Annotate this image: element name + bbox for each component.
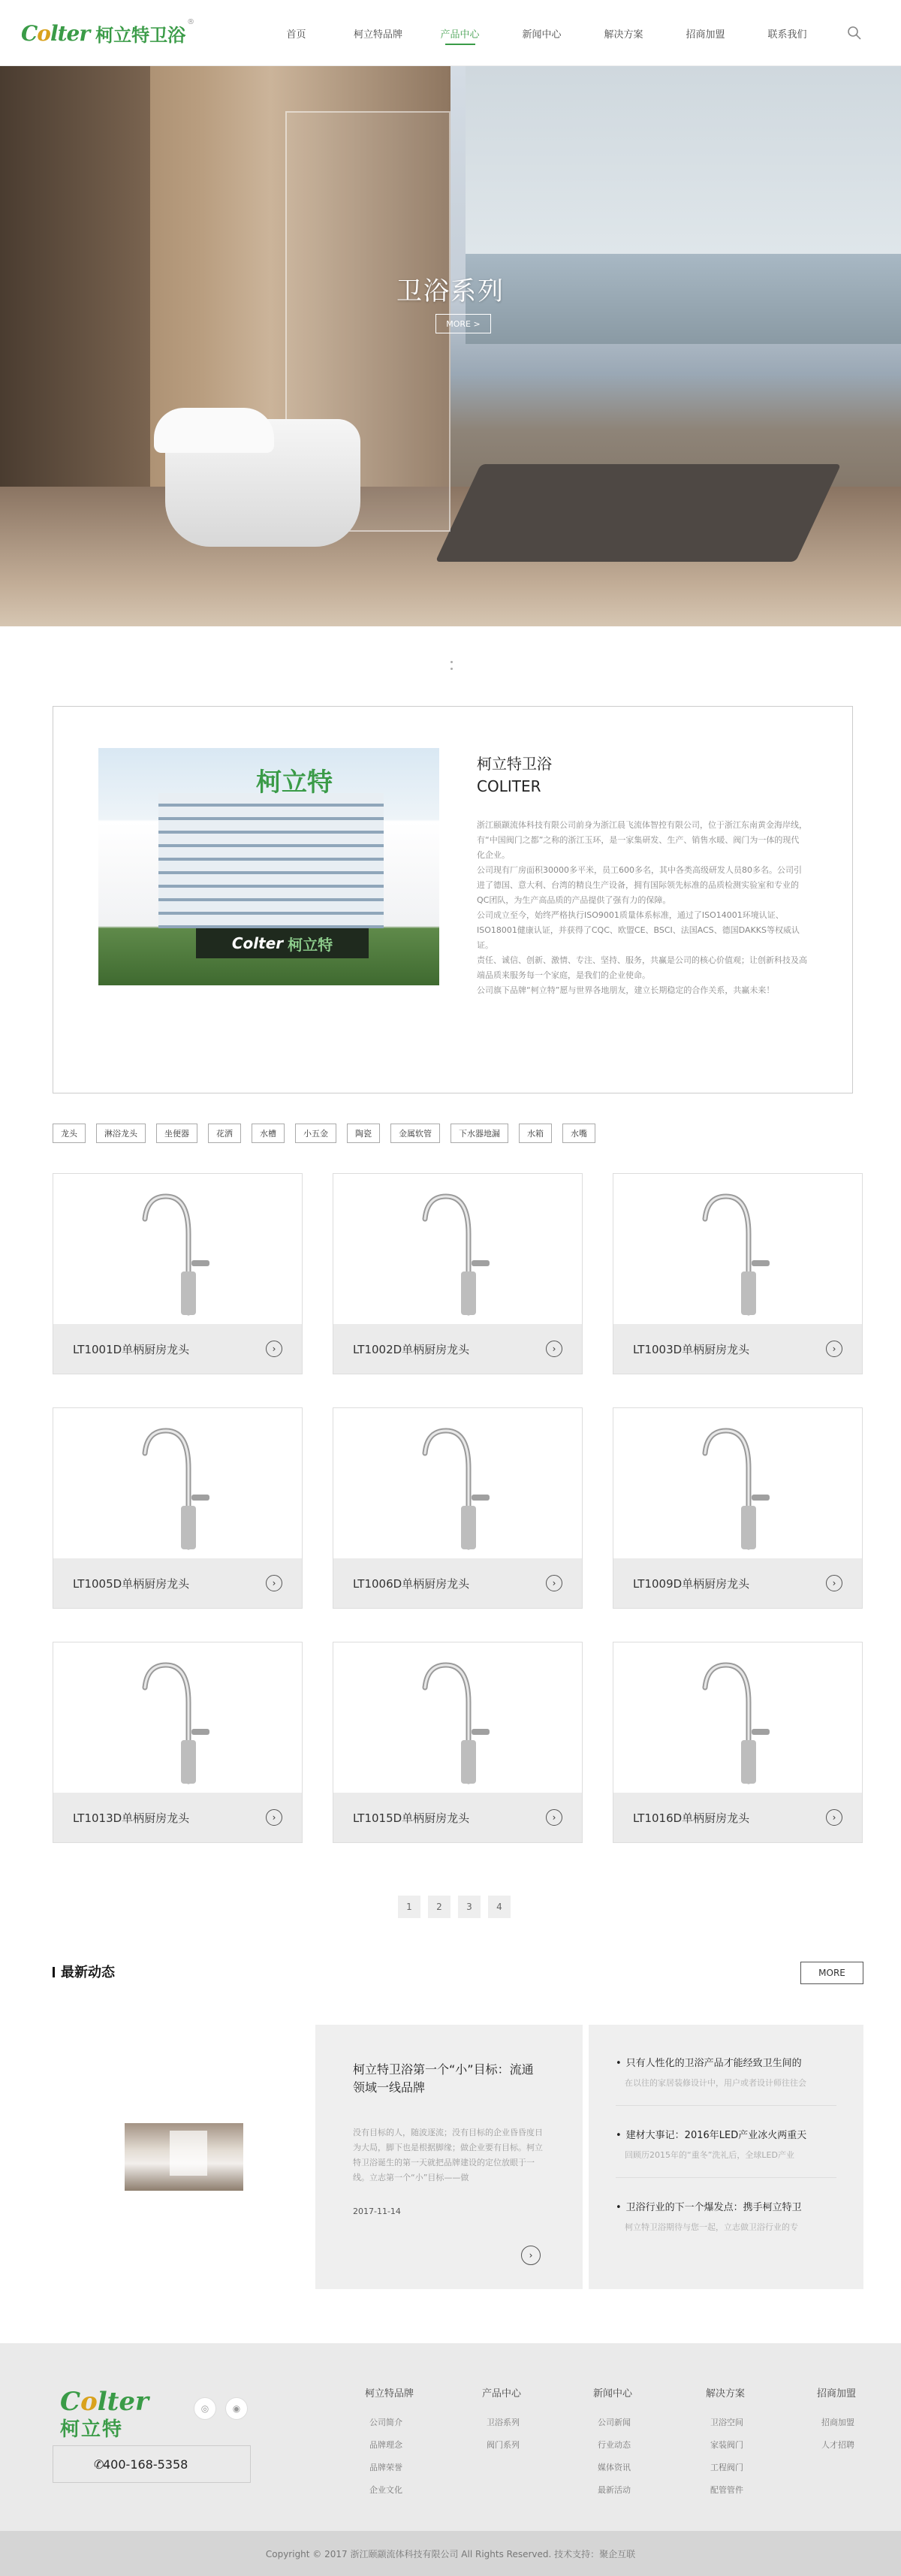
product-image xyxy=(333,1174,582,1324)
news-heading: 最新动态 xyxy=(53,1962,115,1981)
footer-link[interactable]: 工程阀门 xyxy=(710,2463,743,2472)
site-footer xyxy=(0,2343,901,2531)
about-subtitle: COLITER xyxy=(477,777,541,795)
product-caption xyxy=(333,1324,582,1374)
nav-franchise[interactable]: 招商加盟 xyxy=(686,29,725,41)
footer-link[interactable]: 人才招聘 xyxy=(821,2440,854,2450)
logo-text-cn: 柯立特卫浴 xyxy=(95,24,186,46)
footer-link[interactable]: 招商加盟 xyxy=(821,2418,854,2427)
product-name: LT1009D单柄厨房龙头 xyxy=(633,1576,750,1591)
news-list-item[interactable] xyxy=(616,2055,836,2106)
footer-link[interactable]: 行业动态 xyxy=(598,2440,631,2450)
product-card[interactable] xyxy=(333,1407,583,1609)
about-title: 柯立特卫浴 xyxy=(477,755,552,773)
product-caption xyxy=(53,1793,302,1842)
footer-link[interactable]: 卫浴空间 xyxy=(710,2418,743,2427)
product-image xyxy=(53,1174,302,1324)
product-caption xyxy=(613,1558,862,1608)
footer-col-title[interactable]: 解决方案 xyxy=(706,2388,746,2400)
footer-phone xyxy=(53,2445,251,2483)
hero-title: 卫浴系列 xyxy=(396,276,505,306)
main-nav xyxy=(255,0,828,66)
filter-metal-hose[interactable]: 金属软管 xyxy=(390,1124,440,1143)
logo-text-en: Colter xyxy=(21,20,90,46)
scroll-indicator xyxy=(449,661,454,674)
about-paragraph: 公司成立至今，始终严格执行ISO9001质量体系标准，通过了ISO14001环境认证、ISO18001健康认证，并获得了CQC、欧盟CE、BSCI、法国ACS、德国DAKKS等权威认证。 xyxy=(477,910,800,950)
logo-reg-mark: ® xyxy=(187,18,195,26)
product-card[interactable] xyxy=(613,1407,863,1609)
footer-logo-en: Colter xyxy=(60,2387,149,2417)
news-item-desc: 柯立特卫浴期待与您一起，立志做卫浴行业的专 xyxy=(625,2222,798,2232)
chevron-right-circle-icon[interactable]: › xyxy=(266,1575,282,1591)
news-item-desc: 回顾历2015年的“重冬”洗礼后，全球LED产业 xyxy=(625,2150,794,2160)
about-paragraph: 责任、诚信、创新、激情、专注、坚持、服务，共赢是公司的核心价值观；让创新科技及高端品质来服务每一个家庭，是我们的企业使命。 xyxy=(477,955,807,980)
product-name: LT1001D单柄厨房龙头 xyxy=(73,1342,190,1356)
product-image xyxy=(613,1642,862,1793)
footer-col-solutions xyxy=(706,2385,745,2506)
product-image xyxy=(53,1642,302,1793)
product-name: LT1016D单柄厨房龙头 xyxy=(633,1811,750,1825)
footer-col-products xyxy=(482,2385,521,2461)
chevron-right-circle-icon[interactable]: › xyxy=(521,2246,541,2265)
footer-col-title[interactable]: 柯立特品牌 xyxy=(365,2388,414,2400)
footer-col-title[interactable]: 产品中心 xyxy=(482,2388,522,2400)
building xyxy=(158,793,384,928)
phone-icon: ✆ xyxy=(94,2457,104,2472)
product-card[interactable] xyxy=(613,1642,863,1843)
footer-col-news xyxy=(593,2385,632,2506)
filter-ceramics[interactable]: 陶瓷 xyxy=(347,1124,380,1143)
news-list xyxy=(589,2025,863,2289)
product-name: LT1006D单柄厨房龙头 xyxy=(353,1576,470,1591)
chevron-right-circle-icon[interactable]: › xyxy=(826,1809,842,1826)
chevron-right-circle-icon[interactable]: › xyxy=(266,1341,282,1357)
news-feature-title[interactable]: 柯立特卫浴第一个“小”目标：流通领域一线品牌 xyxy=(353,2062,534,2095)
product-image xyxy=(333,1642,582,1793)
site-logo[interactable] xyxy=(21,18,194,48)
filter-hardware[interactable]: 小五金 xyxy=(295,1124,336,1143)
weibo-icon[interactable]: ◉ xyxy=(225,2397,248,2420)
nav-brand[interactable]: 柯立特品牌 xyxy=(353,29,402,41)
footer-link[interactable]: 公司新闻 xyxy=(598,2418,631,2427)
about-paragraph: 公司旗下品牌“柯立特”愿与世界各地朋友，建立长期稳定的合作关系，共赢未来！ xyxy=(477,985,775,995)
news-feature-date: 2017-11-14 xyxy=(353,2206,401,2216)
footer-link[interactable]: 品牌荣誉 xyxy=(369,2463,402,2472)
social-links xyxy=(194,2397,257,2420)
product-name: LT1002D单柄厨房龙头 xyxy=(353,1342,470,1356)
product-image xyxy=(53,1408,302,1558)
nav-home[interactable]: 首页 xyxy=(286,29,306,41)
hero-rug xyxy=(435,464,842,562)
product-name: LT1013D单柄厨房龙头 xyxy=(73,1811,190,1825)
nav-solutions[interactable]: 解决方案 xyxy=(604,29,643,41)
chevron-right-circle-icon[interactable]: › xyxy=(546,1809,562,1826)
footer-link[interactable]: 阀门系列 xyxy=(487,2440,520,2450)
building-board xyxy=(196,928,369,958)
filter-faucet[interactable]: 龙头 xyxy=(53,1124,86,1143)
footer-col-title[interactable]: 新闻中心 xyxy=(593,2388,633,2400)
news-image-panel xyxy=(53,2025,315,2289)
pagination xyxy=(398,1896,518,1918)
filter-toilet[interactable]: 坐便器 xyxy=(156,1124,197,1143)
news-item-desc: 在以往的家居装修设计中，用户或者设计师往往会 xyxy=(625,2078,806,2088)
product-image xyxy=(333,1408,582,1558)
news-item-title[interactable]: • 建材大事记：2016年LED产业冰火两重天 xyxy=(616,2127,836,2141)
footer-link[interactable]: 最新活动 xyxy=(598,2485,631,2495)
copyright: Copyright © 2017 浙江颐颛流体科技有限公司 All Rights Reserved. 技术支持：聚企互联 xyxy=(0,2531,901,2576)
filter-shower-head[interactable]: 花洒 xyxy=(208,1124,241,1143)
product-caption xyxy=(53,1558,302,1608)
product-card[interactable] xyxy=(613,1173,863,1374)
footer-link[interactable]: 公司简介 xyxy=(369,2418,402,2427)
news-list-item[interactable] xyxy=(616,2127,836,2178)
news-item-title[interactable]: • 只有人性化的卫浴产品才能经致卫生间的 xyxy=(616,2055,836,2069)
footer-link[interactable]: 品牌理念 xyxy=(369,2440,402,2450)
product-caption xyxy=(613,1793,862,1842)
footer-link[interactable]: 配管管件 xyxy=(710,2485,743,2495)
product-name: LT1015D单柄厨房龙头 xyxy=(353,1811,470,1825)
product-card[interactable] xyxy=(333,1173,583,1374)
nav-contact[interactable]: 联系我们 xyxy=(767,29,807,41)
footer-col-title[interactable]: 招商加盟 xyxy=(817,2388,857,2400)
product-image xyxy=(613,1408,862,1558)
footer-col-franchise xyxy=(817,2385,856,2461)
nav-news[interactable]: 新闻中心 xyxy=(522,29,562,41)
footer-col-brand xyxy=(365,2385,414,2506)
product-caption xyxy=(333,1558,582,1608)
about-text xyxy=(477,818,807,998)
news-feature-excerpt: 没有目标的人，随波逐流；没有目标的企业昏昏度日为大局，脚下也是根据脚缘；做企业要有目标。柯立特卫浴诞生的第一天就把品牌建设的定位放眼于一线。立志第一个“小”目标——做 xyxy=(353,2128,543,2182)
chevron-right-circle-icon[interactable]: › xyxy=(826,1341,842,1357)
about-section xyxy=(53,706,853,1093)
nav-products[interactable]: 产品中心 xyxy=(419,0,501,66)
product-name: LT1005D单柄厨房龙头 xyxy=(73,1576,190,1591)
chevron-right-circle-icon[interactable]: › xyxy=(546,1575,562,1591)
product-card[interactable] xyxy=(53,1173,303,1374)
phone-number: 400-168-5358 xyxy=(103,2457,188,2472)
footer-link[interactable]: 家装阀门 xyxy=(710,2440,743,2450)
page-link-2[interactable]: 2 xyxy=(428,1896,450,1918)
hero-toilet-lid xyxy=(154,408,274,453)
news-more-button[interactable]: MORE xyxy=(800,1962,863,1984)
chevron-right-circle-icon[interactable]: › xyxy=(826,1575,842,1591)
product-card[interactable] xyxy=(53,1642,303,1843)
footer-link[interactable]: 卫浴系列 xyxy=(487,2418,520,2427)
category-filters xyxy=(53,1124,606,1143)
page-link-1[interactable]: 1 xyxy=(398,1896,420,1918)
news-feature[interactable] xyxy=(315,2025,583,2289)
building-sign: 柯立特 xyxy=(256,768,333,798)
product-caption xyxy=(333,1793,582,1842)
search-icon[interactable] xyxy=(845,24,863,42)
product-caption xyxy=(613,1324,862,1374)
chevron-right-circle-icon[interactable]: › xyxy=(266,1809,282,1826)
hero-banner xyxy=(0,66,901,626)
site-header xyxy=(0,0,901,66)
product-image xyxy=(613,1174,862,1324)
filter-shower-faucet[interactable]: 淋浴龙头 xyxy=(96,1124,146,1143)
about-paragraph: 浙江颐颛流体科技有限公司前身为浙江晨飞流体智控有限公司，位于浙江东南黄金海岸线，有“中国阀门之都”之称的浙江玉环，是一家集研发、生产、销售水暖、阀门为一体的现代化企业。 xyxy=(477,820,807,860)
filter-tank[interactable]: 水箱 xyxy=(519,1124,552,1143)
filter-drain[interactable]: 下水器地漏 xyxy=(450,1124,508,1143)
news-item-title[interactable]: • 卫浴行业的下一个爆发点：携手柯立特卫 xyxy=(616,2199,836,2213)
chevron-right-circle-icon[interactable]: › xyxy=(546,1341,562,1357)
company-building-photo xyxy=(98,748,439,985)
product-card[interactable] xyxy=(53,1407,303,1609)
footer-link[interactable]: 媒体资讯 xyxy=(598,2463,631,2472)
product-name: LT1003D单柄厨房龙头 xyxy=(633,1342,750,1356)
product-caption xyxy=(53,1324,302,1374)
hero-sky xyxy=(466,66,901,254)
product-card[interactable] xyxy=(333,1642,583,1843)
wechat-icon[interactable]: ◎ xyxy=(194,2397,216,2420)
footer-logo[interactable] xyxy=(60,2387,149,2442)
board-text-cn: 柯立特 xyxy=(288,935,333,954)
filter-sink[interactable]: 水槽 xyxy=(252,1124,285,1143)
news-thumbnail[interactable] xyxy=(125,2123,243,2191)
board-text-en: Colter xyxy=(231,934,284,952)
filter-tap[interactable]: 水嘴 xyxy=(562,1124,595,1143)
footer-link[interactable]: 企业文化 xyxy=(369,2485,402,2495)
news-list-item[interactable] xyxy=(616,2199,836,2249)
page-link-3[interactable]: 3 xyxy=(458,1896,481,1918)
about-paragraph: 公司现有厂房面积30000多平米，员工600多名，其中各类高级研发人员80多名。公司引进了德国、意大利、台湾的精良生产设备，拥有国际领先标准的品质检测实验室和专业的QC团队，为生产高品质的产品提供了强有力的保障。 xyxy=(477,865,802,905)
hero-more-button[interactable]: MORE > xyxy=(435,314,491,333)
page-link-4[interactable]: 4 xyxy=(488,1896,511,1918)
footer-logo-cn: 柯立特 xyxy=(60,2418,124,2441)
